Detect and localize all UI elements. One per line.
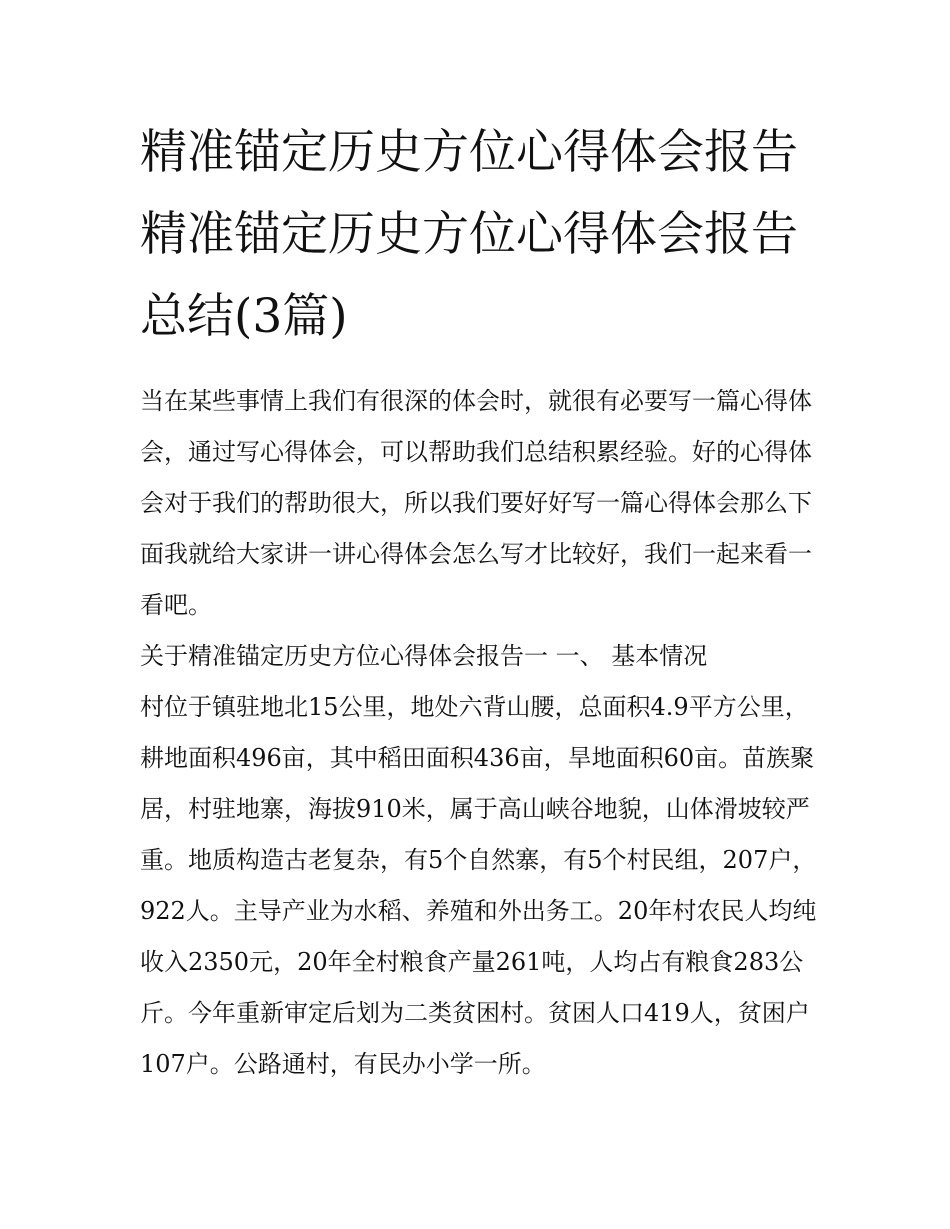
document-page bbox=[140, 112, 820, 1090]
intro-paragraph: 当在某些事情上我们有很深的体会时，就很有必要写一篇心得体会，通过写心得体会，可以帮助我们总结积累经验。好的心得体会对于我们的帮助很大，所以我们要好好写一篇心得体会那么下面我就给大家讲一讲心得体会怎么写才比较好，我们一起来看一看吧。 bbox=[140, 387, 812, 619]
section-heading: 关于精准锚定历史方位心得体会报告一 一、 基本情况 bbox=[140, 642, 708, 670]
basic-info-paragraph: 村位于镇驻地北15公里，地处六背山腰，总面积4.9平方公里，耕地面积496亩，其中稻田面积436亩，旱地面积60亩。苗族聚居，村驻地寨，海拔910米，属于高山峡谷地貌，山体滑坡较严重。地质构造古老复杂，有5个自然寨，有5个村民组，207户，922人。主导产业为水稻、养殖和外出务工。20年村农民人均纯收入2350元，20年全村粮食产量261吨，人均占有粮食283公斤。今年重新审定后划为二类贫困村。贫困人口419人，贫困户107户。公路通村，有民办小学一所。 bbox=[140, 693, 817, 1078]
document-title: 精准锚定历史方位心得体会报告 精准锚定历史方位心得体会报告总结(3篇) bbox=[140, 125, 798, 344]
